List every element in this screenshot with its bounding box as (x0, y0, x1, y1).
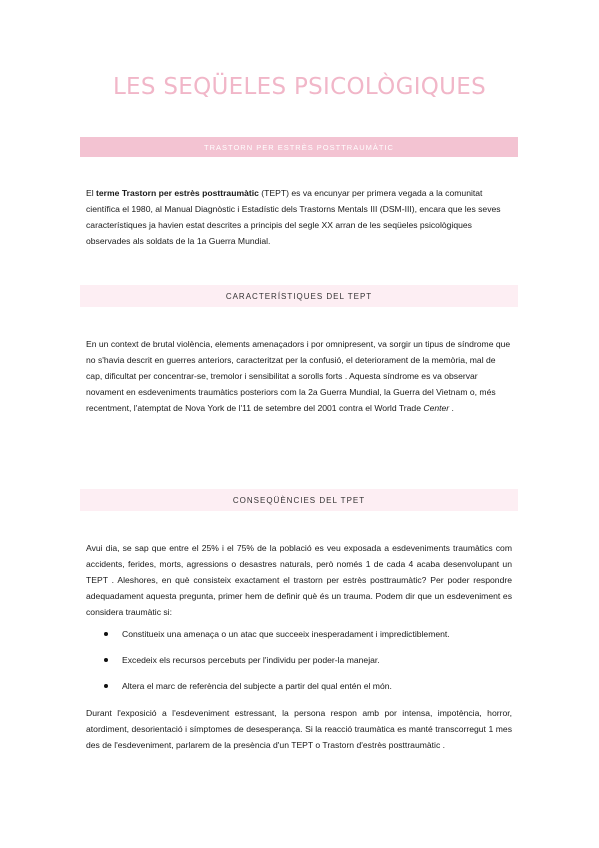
list-item-text: Excedeix els recursos percebuts per l'individu per poder-la manejar. (122, 655, 380, 665)
italic-center: Center (423, 403, 450, 413)
section-heading-trastorn: TRASTORN PER ESTRÈS POSTTRAUMÀTIC (80, 137, 518, 157)
bullet-icon (104, 632, 108, 636)
paragraph-characteristics (86, 336, 512, 416)
section-heading-consequencies: CONSEQÜÈNCIES DEL TPET (80, 489, 518, 511)
paragraph-definition (86, 185, 512, 249)
bullet-icon (104, 684, 108, 688)
list-item (86, 678, 512, 694)
paragraph-consequences-intro: Avui dia, se sap que entre el 25% i el 75% de la població es veu exposada a esdeveniments traumàtics com accidents, ferides, morts, agressions o desastres naturals, però només 1 de cada 4 acaba desenvolupant un TEPT . Aleshores, en què consisteix exactament el trastorn per estrès posttraumàtic? Per poder respondre adequadament aquesta pregunta, primer hem de definir què és un trauma. Podem dir que un esdeveniment es considera traumàtic si: (86, 543, 512, 617)
section-heading-caracteristiques: CARACTERÍSTIQUES DEL TEPT (80, 285, 518, 307)
paragraph-definition-body: (TEPT) es va encunyar per primera vegada a la comunitat científica el 1980, al Manual Diagnòstic i Estadístic dels Trastorns Mentals III (DSM-III), encara que les seves característiques ja havien estat descrites a principis del segle XX arran de les seqüeles psicològiques observades als soldats de la 1a Guerra Mundial. (86, 188, 501, 246)
list-item-text: Altera el marc de referència del subjecte a partir del qual entén el món. (122, 681, 392, 691)
paragraph-consequences-outro: Durant l'exposició a l'esdeveniment estressant, la persona respon amb por intensa, impotència, horror, atordiment, desorientació i símptomes de desesperança. Si la reacció traumàtica es manté transcorregut 1 mes des de l'esdeveniment, parlarem de la presència d'un TEPT o Trastorn d'estrès posttraumàtic . (86, 708, 512, 750)
paragraph-characteristics-body: En un context de brutal violència, elements amenaçadors i por omnipresent, va sorgir un tipus de síndrome que no s'havia descrit en guerres anteriors, caracteritzat per la confusió, el deteriorament de la memòria, mal de cap, dificultat per concentrar-se, tremolor i sensibilitat a sorolls forts . Aquesta síndrome es va observar novament en esdeveniments traumàtics posteriors com la 2a Guerra Mundial, la Guerra del Vietnam o, més recentment, l'atemptat de Nova York de l'11 de setembre del 2001 contra el World Trade (86, 339, 511, 413)
page-title: LES SEQÜELES PSICOLÒGIQUES (112, 74, 487, 100)
list-item (86, 626, 512, 642)
paragraph-definition-prefix: El (86, 188, 97, 198)
trauma-criteria-list (86, 626, 512, 704)
paragraph-characteristics-end: . (449, 403, 454, 413)
bullet-icon (104, 658, 108, 662)
term-highlight: terme Trastorn per estrès posttraumàtic (96, 188, 259, 198)
list-item-text: Constitueix una amenaça o un atac que succeeix inesperadament i impredictiblement. (122, 629, 450, 639)
list-item (86, 652, 512, 668)
